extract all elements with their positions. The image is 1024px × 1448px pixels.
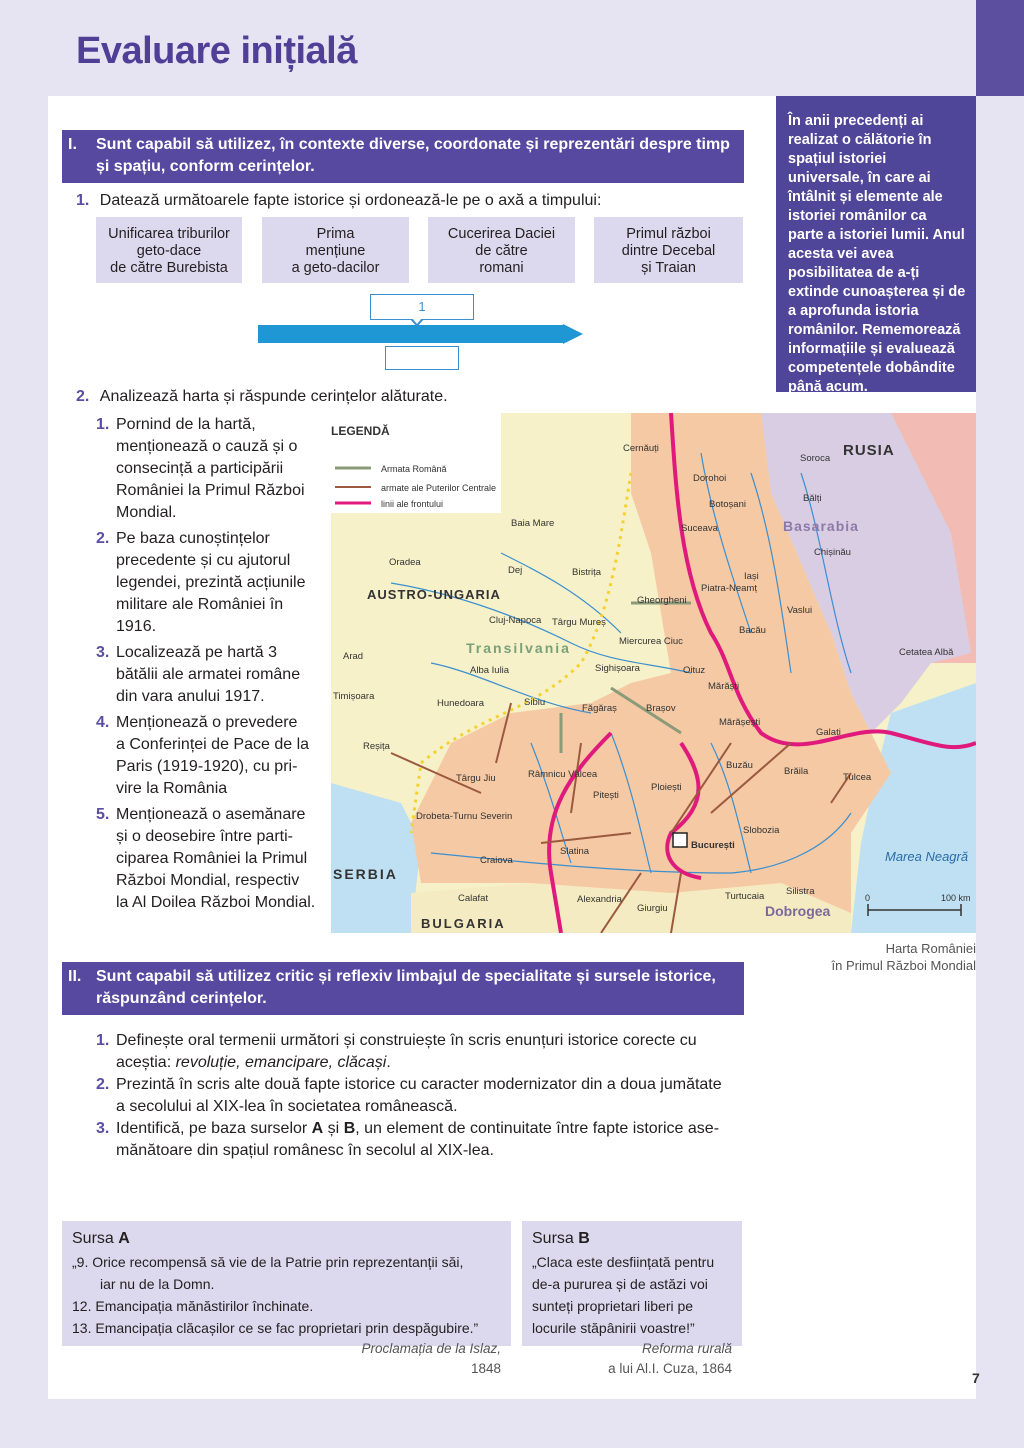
timeline-answer-box [385, 346, 459, 370]
city-label: Piatra-Neamț [701, 583, 757, 594]
source-label: Sursa [72, 1230, 119, 1247]
city-label: Giurgiu [637, 903, 668, 914]
page-title: Evaluare inițială [76, 30, 357, 72]
city-label: Miercurea Ciuc [619, 636, 683, 647]
city-label: Iași [744, 571, 759, 582]
map-caption [831, 940, 976, 974]
map-question-4 [96, 712, 326, 800]
source-a-citation [72, 1339, 501, 1379]
map-question-line: Paris (1919-1920), cu pri- [116, 758, 298, 775]
source-line: „9. Orice recompensă să vie de la Patrie prin reprezentanții săi, [72, 1254, 464, 1270]
fact-box [96, 217, 242, 283]
source-a-box [62, 1221, 511, 1376]
question-1 [76, 190, 601, 212]
map-caption-line: în Primul Război Mondial [831, 958, 976, 973]
city-label: Făgăraș [582, 703, 617, 714]
section-1-heading [62, 130, 744, 183]
scale-label: 100 km [941, 893, 971, 903]
city-label: Chișinău [814, 547, 851, 558]
citation-line: a lui Al.I. Cuza, 1864 [608, 1361, 732, 1376]
section-2-number: II. [68, 968, 82, 985]
map-question-5 [96, 804, 326, 914]
city-label: Alba Iulia [470, 665, 510, 676]
map-question-line: Pe baza cunoștințelor [116, 530, 270, 547]
city-label: Râmnicu Vâlcea [528, 769, 598, 780]
fact-line: de către [475, 243, 528, 259]
map-question-2 [96, 528, 326, 638]
map-questions [96, 414, 326, 918]
source-a-title [72, 1228, 501, 1250]
city-label: Pitești [593, 790, 619, 801]
source-line: de-a pururea și de astăzi voi [532, 1276, 708, 1292]
city-label: Târgu Mureș [552, 617, 606, 628]
corner-tab [976, 0, 1024, 96]
source-letter: B [578, 1230, 590, 1247]
timeline-label-pointer-inner [412, 318, 422, 324]
map-question-number: 3. [96, 644, 110, 661]
map-question-line: la Al Doilea Război Mondial. [116, 894, 316, 911]
timeline-axis [258, 325, 564, 343]
question-number: 1. [96, 1032, 110, 1049]
city-label: Calafat [458, 893, 489, 904]
city-label: Buzău [726, 760, 753, 771]
legend-title: LEGENDĂ [331, 424, 390, 438]
scale-label: 0 [865, 893, 871, 903]
source-line: 12. Emancipația mănăstirilor închinate. [72, 1298, 314, 1314]
fact-line: geto-dace [136, 243, 202, 259]
section-1-number: I. [68, 136, 77, 153]
legend-item: Armata Română [381, 464, 447, 474]
region-label: Transilvania [466, 640, 571, 656]
source-line: locurile stăpânirii voastre!” [532, 1320, 695, 1336]
region-label: Dobrogea [765, 903, 831, 919]
question-text: . [386, 1054, 391, 1071]
city-label: Bălți [803, 493, 822, 504]
question-1-text: Datează următoarele fapte istorice și ordonează-le pe o axă a timpului: [99, 192, 602, 209]
timeline-arrow-head [563, 324, 583, 344]
map-question-1 [96, 414, 326, 524]
fact-line: Primul război [626, 226, 711, 242]
section-2-question-1 [96, 1030, 756, 1074]
fact-box [428, 217, 575, 283]
intro-sidebar: În anii precedenți ai realizat o călătorie în spațiul istoriei universale, în care ai întâlnit și elemente ale istoriei românilor ca parte a istoriei lumii. Anul acesta vei avea posibilitatea de a-ți extinde cunoașterea și de a aprofunda istoria românilor. Rememorează informațiile și evaluează competențele dobândite până acum. [776, 96, 976, 392]
page-number: 7 [972, 1370, 980, 1386]
city-label: Soroca [800, 453, 831, 464]
question-number: 3. [96, 1120, 110, 1137]
source-label: Sursa [532, 1230, 579, 1247]
question-line [116, 1118, 756, 1140]
region-label: Marea Neagră [885, 849, 969, 864]
city-label: București [691, 840, 735, 851]
city-label: Suceava [681, 523, 718, 534]
city-label: Cluj-Napoca [489, 615, 542, 626]
section-2-question-3 [96, 1118, 756, 1162]
city-label: Oituz [683, 665, 706, 676]
map-question-number: 4. [96, 714, 110, 731]
map-question-line: și o deosebire între parti- [116, 828, 293, 845]
section-2-question-2 [96, 1074, 756, 1118]
section-1-title: Sunt capabil să utilizez, în contexte diverse, coordonate și reprezentări despre timp și spațiu, conform cerințelor. [96, 136, 730, 175]
question-1-number: 1. [76, 192, 90, 209]
map-question-line: României la Primul Război [116, 482, 305, 499]
capital-marker [673, 833, 687, 847]
fact-line: Unificarea triburilor [108, 226, 230, 242]
fact-line: mențiune [305, 243, 366, 259]
city-label: Alexandria [577, 894, 622, 905]
map-question-number: 1. [96, 416, 110, 433]
city-label: Gheorgheni [637, 595, 687, 606]
map-question-line: 1916. [116, 618, 157, 635]
map-question-line: precedente și cu ajutorul [116, 552, 291, 569]
city-label: Târgu Jiu [456, 773, 496, 784]
question-text: și [323, 1120, 344, 1137]
question-2-text: Analizează harta și răspunde cerințelor alăturate. [99, 388, 448, 405]
city-label: Timișoara [333, 691, 375, 702]
source-line: iar nu de la Domn. [100, 1276, 215, 1292]
question-line: mănătoare din spațiul românesc în secolul al XIX-lea. [116, 1142, 494, 1159]
map-question-line: ciparea României la Primul [116, 850, 308, 867]
source-b-box [522, 1221, 742, 1376]
map-question-line: Mondial. [116, 504, 177, 521]
map-question-line: a Conferinței de Pace de la [116, 736, 310, 753]
question-line: Prezintă în scris alte două fapte istorice cu caracter modernizator din a doua jumătate [116, 1076, 722, 1093]
map-question-line: Menționează o asemănare [116, 806, 306, 823]
citation-line: 1848 [470, 1361, 501, 1376]
source-line: sunteți proprietari liberi pe [532, 1298, 694, 1314]
region-label: AUSTRO-UNGARIA [367, 587, 501, 602]
city-label: Cernăuți [623, 443, 659, 454]
city-label: Galați [816, 727, 841, 738]
city-label: Botoșani [709, 499, 746, 510]
map-question-line: legendei, prezintă acțiunile [116, 574, 306, 591]
map-question-line: Localizează pe hartă 3 [116, 644, 277, 661]
citation-line: Reforma rurală [641, 1341, 732, 1356]
fact-box [594, 217, 743, 283]
source-letter: A [118, 1230, 130, 1247]
region-label: RUSIA [843, 442, 895, 459]
fact-line: Prima [316, 226, 355, 242]
city-label: Oradea [389, 557, 421, 568]
city-label: Ploiești [651, 782, 682, 793]
fact-line: de către Burebista [110, 260, 228, 276]
city-label: Bacău [739, 625, 766, 636]
question-2-number: 2. [76, 388, 90, 405]
legend-item: linii ale frontului [381, 499, 444, 509]
question-text: , un element de continuitate între fapte istorice ase- [355, 1120, 720, 1137]
city-label: Dorohoi [693, 473, 727, 484]
fact-line: dintre Decebal [621, 243, 716, 259]
fact-line: romani [479, 260, 524, 276]
fact-line: a geto-dacilor [291, 260, 380, 276]
map-question-number: 2. [96, 530, 110, 547]
map-question-line: vire la România [116, 780, 228, 797]
map-question-number: 5. [96, 806, 110, 823]
city-label: Slatina [560, 846, 590, 857]
city-label: Mărășești [719, 717, 761, 728]
section-2-questions [96, 1030, 756, 1162]
source-b-title [532, 1228, 732, 1250]
map-question-line: Război Mondial, respectiv [116, 872, 300, 889]
city-label: Hunedoara [437, 698, 485, 709]
city-label: Turtucaia [725, 891, 765, 902]
section-2-heading [62, 962, 744, 1015]
city-label: Slobozia [743, 825, 780, 836]
map-question-line: menționează o cauză și o [116, 438, 298, 455]
city-label: Mărăști [708, 681, 740, 692]
city-label: Silistra [786, 886, 815, 897]
map-caption-line: Harta României [885, 941, 976, 956]
question-terms: revoluție, emancipare, clăcași [175, 1054, 387, 1071]
map-question-line: Pornind de la hartă, [116, 416, 256, 433]
fact-line: Cucerirea Daciei [447, 226, 556, 242]
source-line: 13. Emancipația clăcașilor ce se fac proprietari prin despăgubire.” [72, 1320, 479, 1336]
source-ref: B [343, 1120, 356, 1137]
city-label: Vaslui [787, 605, 813, 616]
city-label: Sighișoara [595, 663, 640, 674]
legend-item: armate ale Puterilor Centrale [381, 483, 497, 493]
question-text: aceștia: [116, 1054, 176, 1071]
city-label: Baia Mare [511, 518, 555, 529]
city-label: Cetatea Albă [899, 647, 954, 658]
source-b-citation [532, 1339, 732, 1379]
region-label: SERBIA [333, 866, 398, 882]
city-label: Sibiu [524, 697, 546, 708]
region-label: Basarabia [783, 518, 859, 534]
source-line: „Claca este desființată pentru [532, 1254, 715, 1270]
city-label: Brașov [646, 703, 676, 714]
fact-line: și Traian [641, 260, 696, 276]
question-line [116, 1052, 756, 1074]
city-label: Dej [508, 565, 523, 576]
source-ref: A [311, 1120, 324, 1137]
city-label: Reșița [363, 741, 390, 752]
city-label: Tulcea [843, 772, 872, 783]
timeline-label-box: 1 [370, 294, 474, 320]
fact-box [262, 217, 409, 283]
question-2 [76, 386, 448, 408]
city-label: Brăila [784, 766, 809, 777]
citation-line: Proclamația de la Islaz, [361, 1341, 501, 1356]
question-line: a secolului al XIX-lea în societatea românească. [116, 1098, 458, 1115]
romania-ww1-map [331, 413, 976, 933]
map-question-line: militare ale României în [116, 596, 284, 613]
region-label: BULGARIA [421, 916, 506, 931]
question-number: 2. [96, 1076, 110, 1093]
city-label: Drobeta-Turnu Severin [416, 811, 513, 822]
map-question-line: Menționează o prevedere [116, 714, 298, 731]
question-text: Identifică, pe baza surselor [116, 1120, 312, 1137]
question-line: Definește oral termenii următori și construiește în scris enunțuri istorice corecte cu [116, 1032, 697, 1049]
city-label: Bistrița [572, 567, 602, 578]
map-question-line: bătălii ale armatei române [116, 666, 301, 683]
city-label: Arad [343, 651, 364, 662]
city-label: Craiova [480, 855, 513, 866]
map-question-3 [96, 642, 326, 708]
map-question-line: consecință a participării [116, 460, 284, 477]
map-question-line: din vara anului 1917. [116, 688, 265, 705]
section-2-title: Sunt capabil să utilizez critic și reflexiv limbajul de specialitate și sursele istorice, răspunzând cerințelor. [96, 968, 716, 1007]
